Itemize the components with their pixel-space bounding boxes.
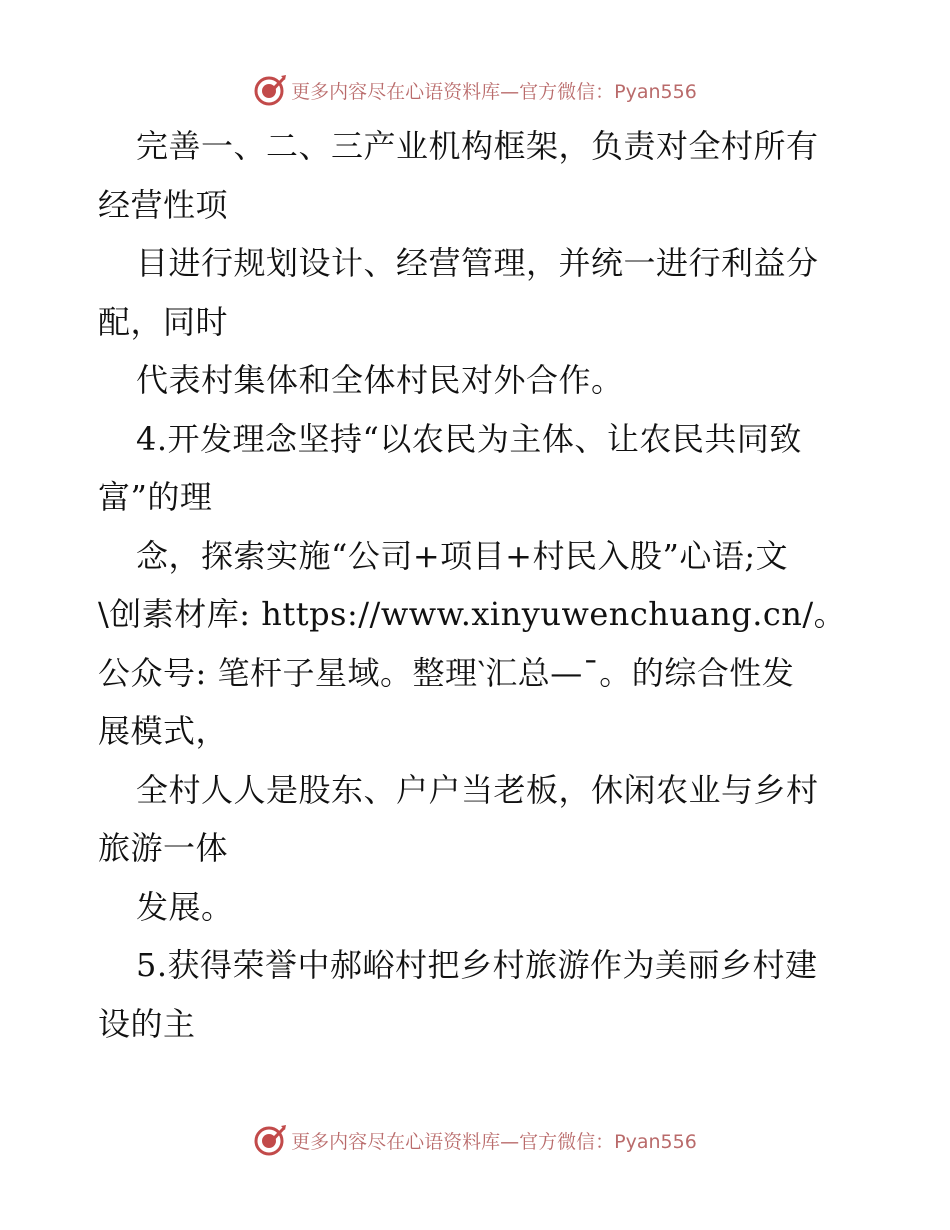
text-line: 念，探索实施“公司+项目+村民入股”心语;文 <box>136 536 789 575</box>
text-line: 经营性项 <box>98 185 229 224</box>
text-line: 公众号: 笔杆子星域。整理‵汇总—¯。的综合性发 <box>98 653 795 692</box>
footer-banner[interactable] <box>0 1120 950 1160</box>
footer-banner-text: 更多内容尽在心语资料库—官方微信：Pyan556 <box>291 1130 697 1153</box>
text-line: 设的主 <box>98 1004 196 1043</box>
text-line: \创素材库: https://www.xinyuwenchuang.cn/。 <box>98 595 847 633</box>
text-line: 展模式， <box>98 712 229 750</box>
body-text <box>98 117 858 1053</box>
text-line: 4.开发理念坚持“以农民为主体、让农民共同致 <box>136 419 802 458</box>
text-line: 代表村集体和全体村民对外合作。 <box>136 361 624 399</box>
quill-logo-icon <box>253 73 287 107</box>
header-banner[interactable] <box>0 70 950 110</box>
text-line: 全村人人是股东、户户当老板，休闲农业与乡村 <box>136 770 819 809</box>
text-line: 配，同时 <box>98 302 229 341</box>
text-line: 发展。 <box>136 887 234 926</box>
text-line: 完善一、二、三产业机构框架，负责对全村所有 <box>136 127 819 165</box>
text-line: 目进行规划设计、经营管理，并统一进行利益分 <box>136 244 819 282</box>
text-line: 富”的理 <box>98 478 213 516</box>
text-line: 旅游一体 <box>98 829 229 867</box>
text-line: 5.获得荣誉中郝峪村把乡村旅游作为美丽乡村建 <box>136 946 818 984</box>
quill-logo-icon <box>253 1123 287 1157</box>
header-banner-text: 更多内容尽在心语资料库—官方微信：Pyan556 <box>291 80 697 103</box>
